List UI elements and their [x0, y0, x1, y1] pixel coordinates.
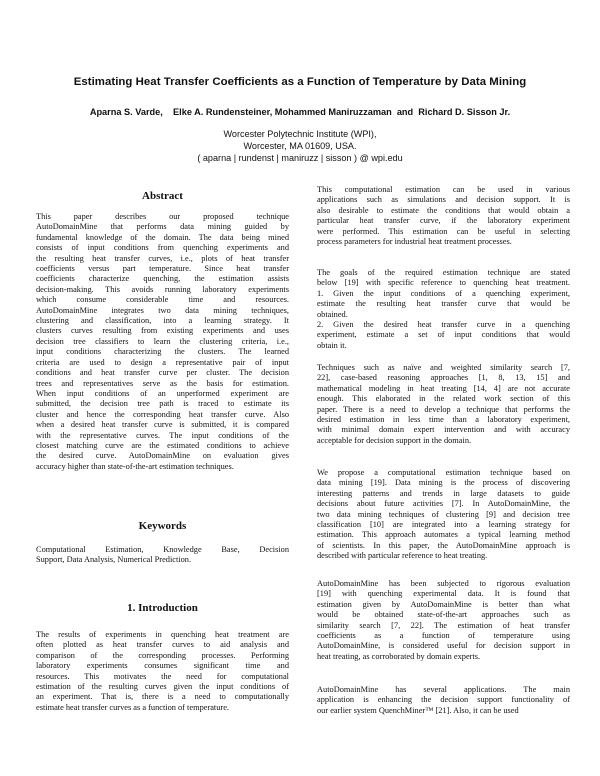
text-line: also desirable to estimate the conditions that would obtain a [317, 205, 570, 215]
text-line: paper. There is a need to develop a technique that performs the [317, 404, 570, 414]
paragraph [317, 185, 570, 247]
text-line: particular heat transfer curve, if the laboratory experiment [317, 216, 570, 226]
text-line: We propose a computational estimation technique based on [317, 468, 570, 477]
text-line: which consume considerable time and resources. [36, 295, 289, 305]
text-line: with minimal domain expert intervention and with accuracy [317, 425, 570, 435]
text-line: AutoDomainMine has several applications. The main [317, 685, 570, 694]
text-line: the resulting heat transfer curves, i.e., plots of heat transfer [36, 253, 289, 263]
paragraph [317, 268, 570, 351]
paper-title: Estimating Heat Transfer Coefficients as a Function of Temperature by Data Mining [73, 76, 527, 88]
text-line: clustering and classification, into a learning strategy. It [36, 316, 289, 326]
text-line: of scientists. In this paper, the AutoDomainMine approach is [317, 540, 570, 550]
text-line: estimation of the resulting curves given the input conditions of [36, 682, 289, 692]
affiliation-line: Worcester, MA 01609, USA. [243, 141, 357, 151]
text-line: similarity search [7, 22]. The estimation of heat transfer [317, 620, 570, 630]
text-line: with the representative curves. The input conditions of the [36, 430, 289, 440]
text-line: The results of experiments in quenching heat treatment are [36, 630, 289, 639]
abstract-heading: Abstract [142, 190, 183, 202]
text-line: below [19] with specific reference to quenching heat treatment. [317, 278, 570, 288]
text-line: interesting patterns and trends in large datasets to guide [317, 488, 570, 498]
text-line: When input conditions of an unperformed experiment are [36, 388, 289, 398]
text-line: estimation given by AutoDomainMine is better than what [317, 599, 570, 609]
text-line: AutoDomainMine, is considered useful for decision support in [317, 641, 570, 651]
paragraph [317, 363, 570, 446]
text-line: cluster and hence the corresponding heat transfer curve. Also [36, 409, 289, 419]
text-line: 22], case-based reasoning approaches [1, 8, 13, 15] and [317, 373, 570, 383]
text-line: This paper describes our proposed technique [36, 212, 289, 221]
text-line: clusters curves resulting from existing experiments and uses [36, 326, 289, 336]
text-line: decisions about future activities [7]. In AutoDomainMine, the [317, 499, 570, 509]
paragraph [317, 579, 570, 662]
text-line: [19] with quenching experimental data. It is found that [317, 589, 570, 599]
text-line: criteria are used to design a representative pair of input [36, 357, 289, 367]
text-line: classification [10] are integrated into a learning strategy for [317, 520, 570, 530]
text-line: our earlier system QuenchMiner™ [21]. Also, it can be used [317, 705, 519, 715]
text-line: desired estimation in less time than a laboratory experiment, [317, 415, 570, 425]
text-line: were performed. This estimation can be useful in selecting [317, 226, 570, 236]
text-line: fundamental knowledge of the domain. The data being mined [36, 232, 289, 242]
introduction-heading: 1. Introduction [127, 602, 198, 614]
text-line: coefficients as a function of temperature using [317, 631, 570, 641]
paragraph [317, 468, 570, 562]
introduction-body [36, 630, 289, 713]
text-line: would be obtained state-of-the-art approaches such as [317, 610, 570, 620]
text-line: resources. This motivates the need for computational [36, 671, 289, 681]
text-line: consists of input conditions from quenching experiments and [36, 243, 289, 253]
text-line: accuracy higher than state-of-the-art estimation techniques. [36, 461, 234, 471]
text-line: Computational Estimation, Knowledge Base, Decision [36, 545, 289, 554]
text-line: laboratory experiments consumes significant time and [36, 661, 289, 671]
paper-affiliation [0, 128, 600, 164]
abstract-body [36, 212, 289, 472]
text-line: an experiment. That is, there is a need to computationally [36, 692, 289, 702]
text-line: Support, Data Analysis, Numerical Prediction. [36, 555, 192, 565]
text-line: This computational estimation can be used in various [317, 185, 570, 194]
affiliation-line: Worcester Polytechnic Institute (WPI), [223, 129, 377, 139]
text-line: estimate heat transfer curves as a function of temperature. [36, 702, 229, 712]
text-line: estimation. This approach automates a typical learning method [317, 530, 570, 540]
keywords-body [36, 545, 289, 566]
keywords-heading: Keywords [138, 520, 187, 532]
text-line: comparison of the corresponding processes. Performing [36, 650, 289, 660]
text-line: conditions and heat transfer curve per cluster. The decision [36, 368, 289, 378]
text-line: heat treating, as corroborated by domain experts. [317, 651, 481, 661]
text-line: when a desired heat transfer curve is submitted, it is compared [36, 420, 289, 430]
text-line: acceptable for decision support in the domain. [317, 435, 472, 445]
text-line: often plotted as heat transfer curves to aid analysis and [36, 640, 289, 650]
text-line: enough. This elaborated in the related work section of this [317, 394, 570, 404]
affiliation-line: ( aparna | rundenst | maniruzz | sisson ) @ wpi.edu [197, 153, 403, 163]
text-line: AutoDomainMine integrates two data mining techniques, [36, 305, 289, 315]
paper-authors: Aparna S. Varde, Elke A. Rundensteiner, Mohammed Maniruzzaman and Richard D. Sisson Jr. [89, 107, 511, 117]
text-line: decision-making. This avoids running laboratory experiments [36, 284, 289, 294]
text-line: obtained. [317, 309, 348, 319]
text-line: obtain it. [317, 340, 347, 350]
text-line: 1. Given the input conditions of a quenching experiment, [317, 288, 570, 298]
text-line: the desired curve. AutoDomainMine on evaluation gives [36, 451, 289, 461]
text-line: application is enhancing the decision support functionality of [317, 695, 570, 705]
text-line: AutoDomainMine that performs data mining guided by [36, 222, 289, 232]
text-line: 2. Given the desired heat transfer curve in a quenching [317, 320, 570, 330]
text-line: trees and representatives serve as the basis for estimation. [36, 378, 289, 388]
text-line: estimate the resulting heat transfer curve that would be [317, 299, 570, 309]
text-line: mathematical modeling in heat treating [14, 4] are not accurate [317, 383, 570, 393]
text-line: closest matching curve are the estimated conditions to achieve [36, 440, 289, 450]
text-line: process parameters for industrial heat treatment processes. [317, 237, 512, 247]
text-line: Techniques such as naïve and weighted similarity search [7, [317, 363, 570, 372]
paragraph [317, 685, 570, 716]
text-line: applications such as simulations and decision support. It is [317, 195, 570, 205]
text-line: AutoDomainMine has been subjected to rigorous evaluation [317, 579, 570, 588]
text-line: data mining [19]. Data mining is the process of discovering [317, 478, 570, 488]
text-line: described with particular reference to heat treating. [317, 551, 488, 561]
text-line: experiment, estimate a set of input conditions that would [317, 330, 570, 340]
text-line: coefficients versus part temperature. Since heat transfer [36, 264, 289, 274]
text-line: coefficients characterize quenching, the estimation assists [36, 274, 289, 284]
text-line: submitted, the decision tree path is traced to estimate its [36, 399, 289, 409]
text-line: decision tree classifiers to learn the clustering criteria, i.e., [36, 336, 289, 346]
text-line: input conditions characterizing the clusters. The learned [36, 347, 289, 357]
text-line: The goals of the required estimation technique are stated [317, 268, 570, 277]
text-line: two data mining techniques of clustering [9] and decision tree [317, 509, 570, 519]
